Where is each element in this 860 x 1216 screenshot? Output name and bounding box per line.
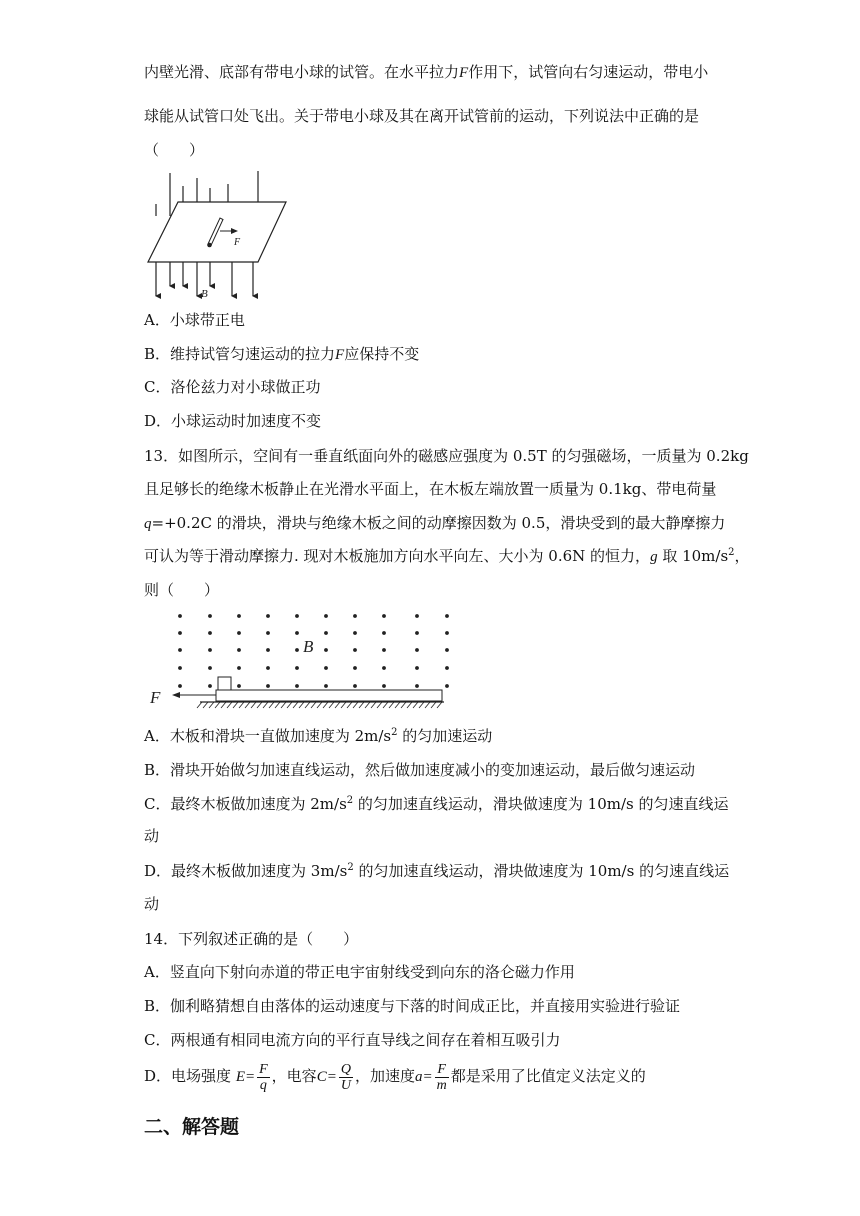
- hatch-mark: [347, 702, 352, 708]
- field-dot: [208, 648, 212, 652]
- hatch-mark: [317, 702, 322, 708]
- q13-option-d: D．最终木板做加速度为 $3m/s^2$ 的匀加速直线运动，滑块做速度为 10m/s 的匀速直线运: [144, 862, 730, 880]
- label-F: F: [150, 688, 161, 707]
- field-dot: [324, 648, 328, 652]
- hatch-mark: [389, 702, 394, 708]
- q12-option-a: A．小球带正电: [144, 311, 245, 329]
- label-F: F: [234, 237, 241, 248]
- hatch-mark: [371, 702, 376, 708]
- q13-option-d-wrap: 动: [144, 895, 160, 913]
- hatch-mark: [233, 702, 238, 708]
- hatch-mark: [287, 702, 292, 708]
- q12-option-b: B．维持试管匀速运动的拉力F应保持不变: [144, 345, 420, 363]
- hatch-mark: [407, 702, 412, 708]
- field-dot: [237, 648, 241, 652]
- field-dot: [178, 666, 182, 670]
- hatch-mark: [395, 702, 400, 708]
- field-dot: [353, 648, 357, 652]
- q14-option-a: A．竖直向下射向赤道的带正电宇宙射线受到向东的洛仑磁力作用: [144, 963, 575, 981]
- slider-block: [218, 677, 231, 690]
- hatch-mark: [269, 702, 274, 708]
- field-dot: [266, 684, 270, 688]
- hatch-mark: [215, 702, 220, 708]
- q14-option-b: B．伽利略猜想自由落体的运动速度与下落的时间成正比，并直接用实验进行验证: [144, 997, 681, 1015]
- field-dot: [237, 631, 241, 635]
- q12-stem-line2: 球能从试管口处飞出。关于带电小球及其在离开试管前的运动，下列说法中正确的是: [144, 107, 700, 125]
- field-dot: [208, 631, 212, 635]
- field-dot: [445, 648, 449, 652]
- hatch-mark: [377, 702, 382, 708]
- field-dot: [266, 614, 270, 618]
- hatch-mark: [197, 702, 202, 708]
- hatch-mark: [209, 702, 214, 708]
- q12-option-d: D．小球运动时加速度不变: [144, 412, 322, 430]
- fraction-E: $\frac{F}{q}$: [259, 1061, 268, 1093]
- field-dot: [295, 666, 299, 670]
- q12-stem-line1: 内壁光滑、底部有带电小球的试管。在水平拉力F作用下，试管向右匀速运动，带电小: [144, 63, 709, 81]
- field-dot: [324, 614, 328, 618]
- field-dot: [415, 631, 419, 635]
- board: [216, 690, 442, 701]
- field-dot: [208, 684, 212, 688]
- q13-option-c: C．最终木板做加速度为 $2m/s^2$ 的匀加速直线运动，滑块做速度为 10m/s 的匀速直线运: [144, 795, 729, 813]
- field-dot: [382, 614, 386, 618]
- q13-figure: [144, 606, 464, 710]
- q12-answer-bracket: （ ）: [144, 141, 205, 159]
- field-dot: [382, 684, 386, 688]
- field-dot: [295, 684, 299, 688]
- q13-option-c-wrap: 动: [144, 827, 160, 845]
- field-dot: [237, 666, 241, 670]
- field-dot: [445, 666, 449, 670]
- field-dot: [295, 648, 299, 652]
- field-dot: [208, 666, 212, 670]
- hatch-mark: [425, 702, 430, 708]
- field-dot: [237, 684, 241, 688]
- hatch-mark: [275, 702, 280, 708]
- field-dot: [353, 684, 357, 688]
- field-dot: [353, 614, 357, 618]
- field-dot: [324, 631, 328, 635]
- q14-option-c: C．两根通有相同电流方向的平行直导线之间存在着相互吸引力: [144, 1031, 561, 1049]
- q13-stem-line5: 则（ ）: [144, 581, 220, 599]
- hatch-mark: [323, 702, 328, 708]
- field-dot: [178, 631, 182, 635]
- field-dot: [266, 666, 270, 670]
- field-dot: [324, 666, 328, 670]
- field-dot: [324, 684, 328, 688]
- hatch-mark: [227, 702, 232, 708]
- label-B: B: [303, 637, 314, 656]
- field-dot: [415, 648, 419, 652]
- hatch-mark: [239, 702, 244, 708]
- hatch-mark: [329, 702, 334, 708]
- q13-option-a: A．木板和滑块一直做加速度为 $2m/s^2$ 的匀加速运动: [144, 727, 493, 745]
- field-dot: [382, 648, 386, 652]
- q12-figure: [140, 168, 300, 304]
- hatch-mark: [203, 702, 208, 708]
- hatch-mark: [245, 702, 250, 708]
- hatch-mark: [359, 702, 364, 708]
- q12-option-c: C．洛伦兹力对小球做正功: [144, 378, 321, 396]
- hatch-mark: [281, 702, 286, 708]
- hatch-mark: [335, 702, 340, 708]
- q13-stem-line3: q=+0.2C 的滑块，滑块与绝缘木板之间的动摩擦因数为 0.5，滑块受到的最大静摩擦力: [144, 514, 726, 532]
- field-dot: [266, 631, 270, 635]
- q13-option-b: B．滑块开始做匀加速直线运动，然后做加速度减小的变加速运动，最后做匀速运动: [144, 761, 696, 779]
- hatch-mark: [299, 702, 304, 708]
- hatch-mark: [221, 702, 226, 708]
- q13-stem-line1: 13．如图所示，空间有一垂直纸面向外的磁感应强度为 0.5T 的匀强磁场，一质量为 0.2kg: [144, 447, 749, 465]
- hatch-mark: [413, 702, 418, 708]
- field-dot: [415, 614, 419, 618]
- field-dot: [445, 614, 449, 618]
- hatch-mark: [293, 702, 298, 708]
- field-dot: [178, 648, 182, 652]
- hatch-mark: [419, 702, 424, 708]
- hatch-mark: [437, 702, 442, 708]
- field-dot: [208, 614, 212, 618]
- field-dot: [445, 631, 449, 635]
- ground-hatch: [197, 702, 442, 708]
- field-dot: [382, 666, 386, 670]
- field-dot: [295, 614, 299, 618]
- q13-stem-line2: 且足够长的绝缘木板静止在光滑水平面上，在木板左端放置一质量为 0.1kg、带电荷量: [144, 480, 717, 498]
- field-dot: [237, 614, 241, 618]
- hatch-mark: [263, 702, 268, 708]
- hatch-mark: [401, 702, 406, 708]
- field-dot: [415, 684, 419, 688]
- field-dot: [178, 614, 182, 618]
- field-dot: [178, 684, 182, 688]
- hatch-mark: [257, 702, 262, 708]
- q14-option-d: D．电场强度 E= $\frac{F}{q}$ ，电容C= $\frac{Q}{U}$ ，加速度a= $\frac{F}{m}$ 都是采用了比值定义法定义的: [144, 1061, 646, 1093]
- field-dot: [295, 631, 299, 635]
- field-dot: [382, 631, 386, 635]
- field-dot: [415, 666, 419, 670]
- field-dot: [266, 648, 270, 652]
- section-heading: 二、解答题: [144, 1116, 240, 1138]
- hatch-mark: [353, 702, 358, 708]
- fraction-C: $\frac{Q}{U}$: [340, 1061, 351, 1093]
- q14-stem: 14．下列叙述正确的是（ ）: [144, 930, 359, 948]
- field-dot: [353, 631, 357, 635]
- hatch-mark: [431, 702, 436, 708]
- var-F: F: [459, 65, 469, 81]
- label-B: B: [201, 288, 208, 300]
- hatch-mark: [365, 702, 370, 708]
- hatch-mark: [383, 702, 388, 708]
- hatch-mark: [305, 702, 310, 708]
- q13-stem-line4: 可认为等于滑动摩擦力. 现对木板施加方向水平向左、大小为 0.6N 的恒力，g 取 $10m/s^2$，: [144, 547, 750, 565]
- hatch-mark: [311, 702, 316, 708]
- field-dot: [445, 684, 449, 688]
- fraction-a: $\frac{F}{m}$: [436, 1061, 447, 1093]
- hatch-mark: [251, 702, 256, 708]
- field-dot: [353, 666, 357, 670]
- hatch-mark: [341, 702, 346, 708]
